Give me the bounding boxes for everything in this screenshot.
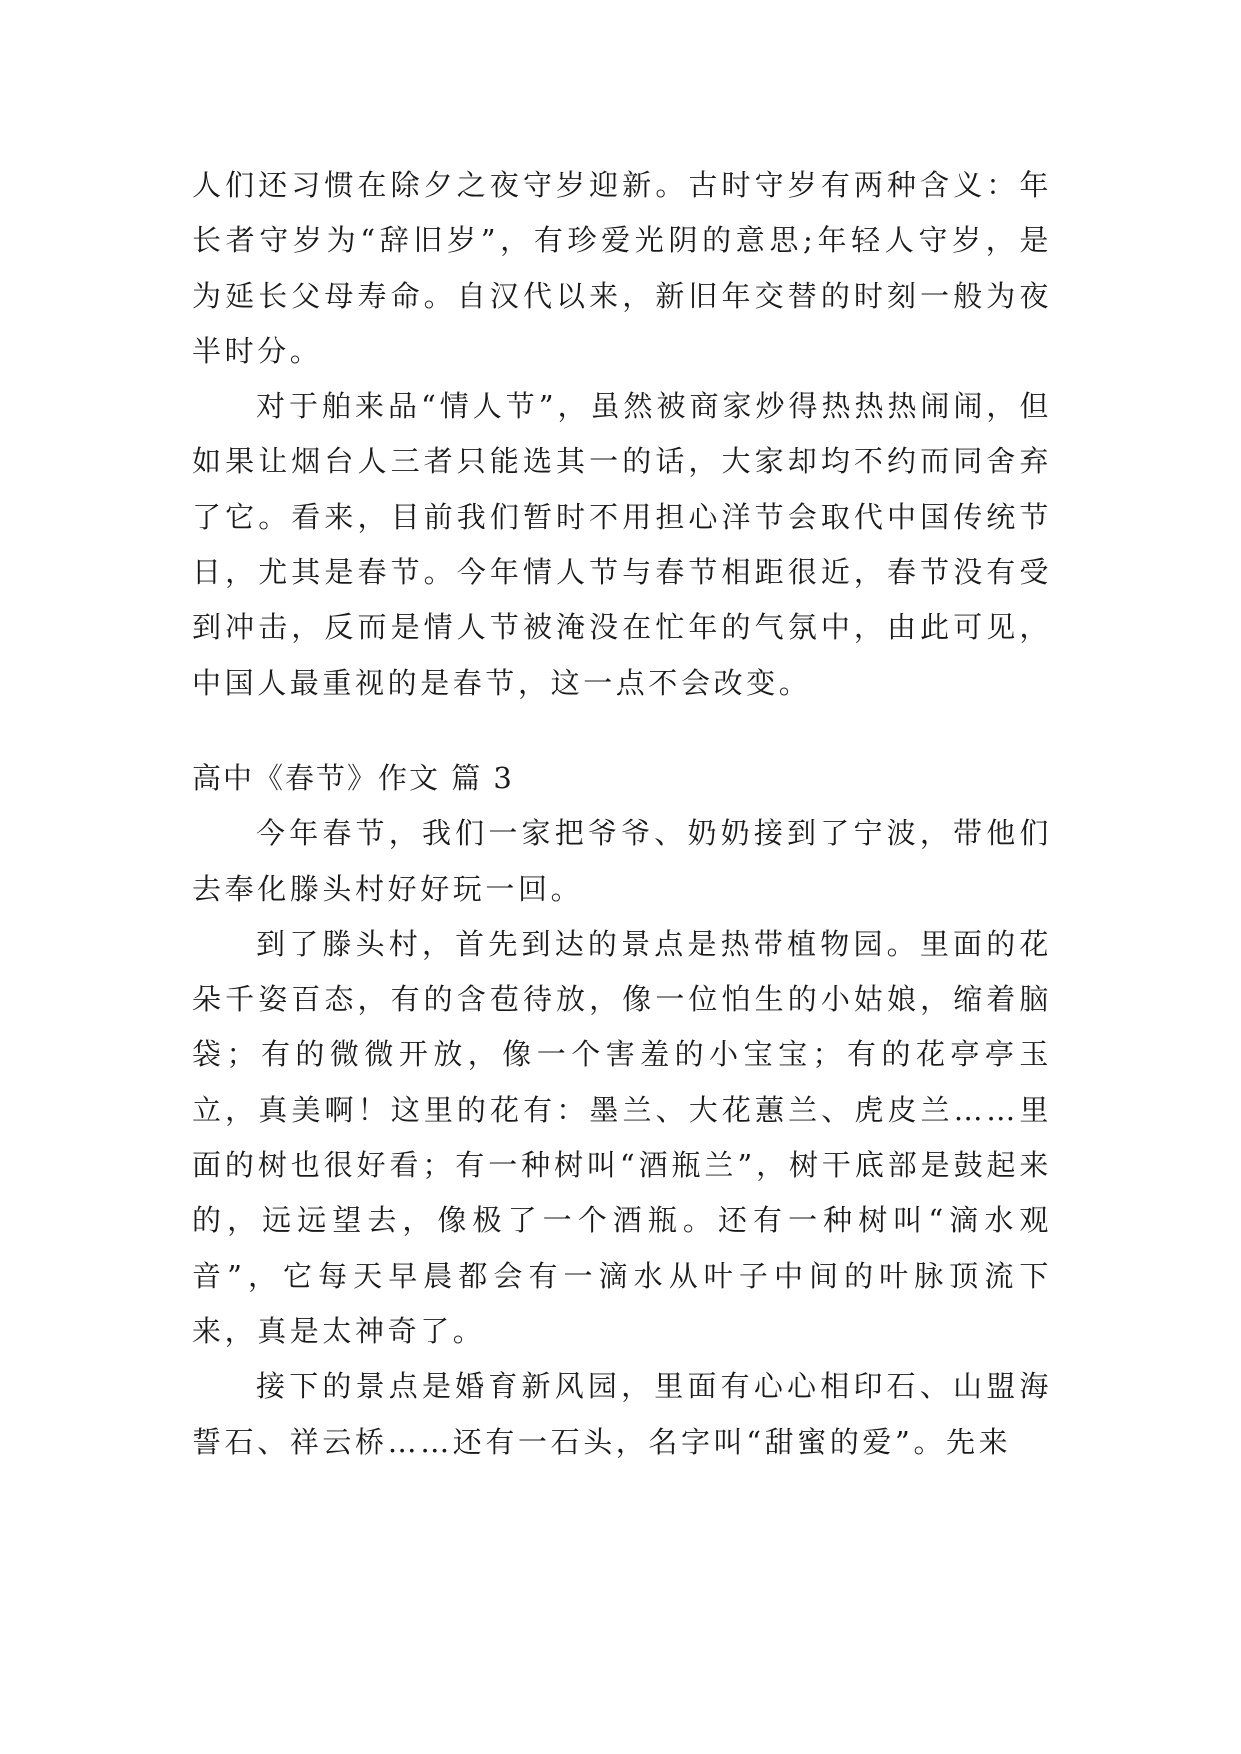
paragraph-new-year-eve: 人们还习惯在除夕之夜守岁迎新。古时守岁有两种含义：年长者守岁为“辞旧岁”，有珍爱光阴的意思;年轻人守岁，是为延长父母寿命。自汉代以来，新旧年交替的时刻一般为夜半时分。 [192,168,1052,368]
document-page [192,158,1052,1470]
paragraph-wedding-garden: 接下的景点是婚育新风园，里面有心心相印石、山盟海誓石、祥云桥……还有一石头，名字叫“甜蜜的爱”。先来 [192,1369,1052,1459]
paragraph-family-trip: 今年春节，我们一家把爷爷、奶奶接到了宁波，带他们去奉化滕头村好好玩一回。 [192,816,1052,906]
paragraph-tropical-garden: 到了滕头村，首先到达的景点是热带植物园。里面的花朵千姿百态，有的含苞待放，像一位怕生的小姑娘，缩着脑袋；有的微微开放，像一个害羞的小宝宝；有的花亭亭玉立，真美啊！这里的花有：墨兰、大花蕙兰、虎皮兰……里面的树也很好看；有一种树叫“酒瓶兰”，树干底部是鼓起来的，远远望去，像极了一个酒瓶。还有一种树叫“滴水观音”，它每天早晨都会有一滴水从叶子中间的叶脉顶流下来，真是太神奇了。 [192,926,1052,1348]
paragraph-valentines-day: 对于舶来品“情人节”，虽然被商家炒得热热热闹闹，但如果让烟台人三者只能选其一的话，大家却均不约而同舍弃了它。看来，目前我们暂时不用担心洋节会取代中国传统节日，尤其是春节。今年情人节与春节相距很近，春节没有受到冲击，反而是情人节被淹没在忙年的气氛中，由此可见，中国人最重视的是春节，这一点不会改变。 [192,389,1052,700]
section-spacer [192,711,1052,751]
section-heading: 高中《春节》作文 篇 3 [192,760,514,795]
